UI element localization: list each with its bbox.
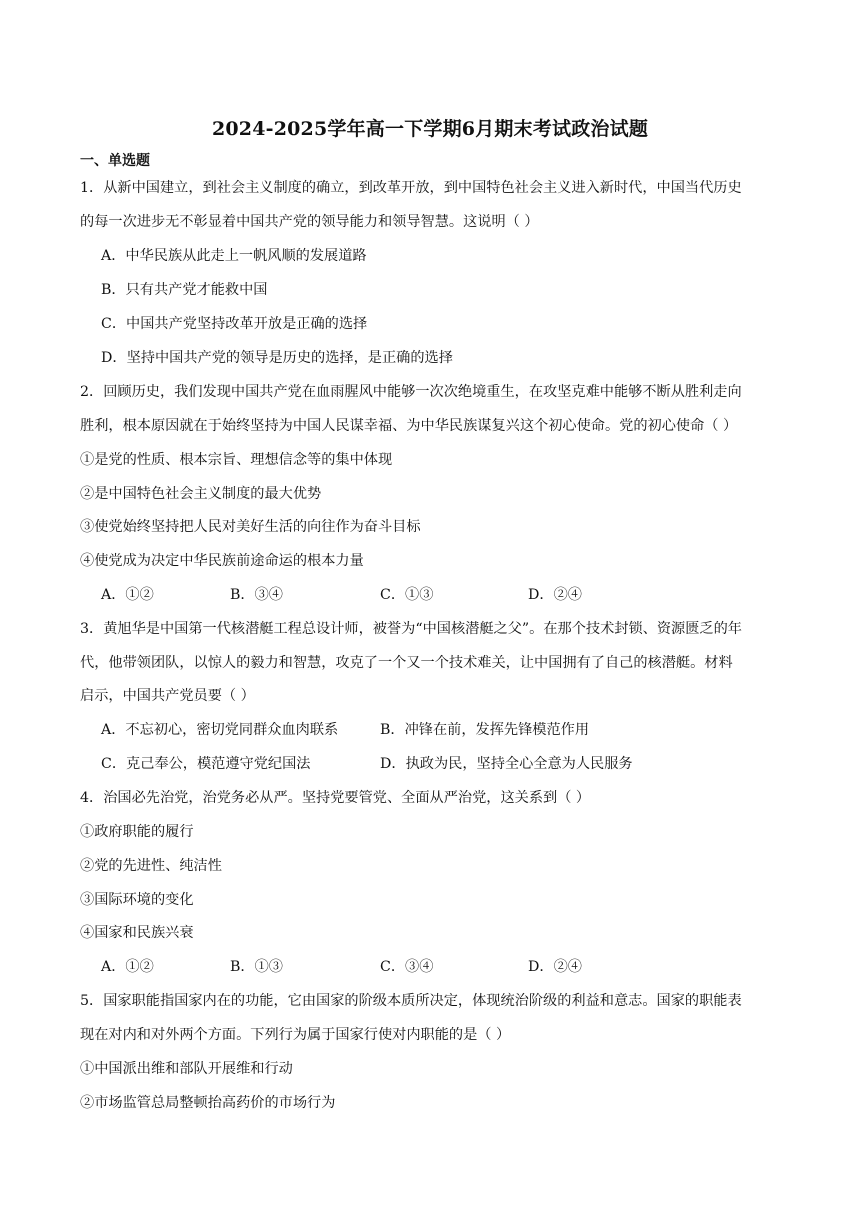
- q4-option-a: A．①②: [101, 959, 154, 975]
- q4-statement-3: ③国际环境的变化: [80, 892, 194, 908]
- q2-option-b: B．③④: [230, 587, 283, 603]
- q2-stem-line-1: 2．回顾历史，我们发现中国共产党在血雨腥风中能够一次次绝境重生，在攻坚克难中能够不断从胜利走向: [80, 384, 742, 400]
- q2-statement-4: ④使党成为决定中华民族前途命运的根本力量: [80, 553, 364, 569]
- q4-statement-1: ①政府职能的履行: [80, 824, 194, 840]
- q3-stem-line-3: 启示，中国共产党员要（ ）: [80, 688, 255, 704]
- q5-stem-line-1: 5．国家职能指国家内在的功能，它由国家的阶级本质所决定，体现统治阶级的利益和意志。国家的职能表: [80, 993, 742, 1009]
- q2-stem-line-2: 胜利，根本原因就在于始终坚持为中国人民谋幸福、为中华民族谋复兴这个初心使命。党的初心使命（ ）: [80, 418, 738, 434]
- q4-option-c: C．③④: [380, 959, 434, 975]
- q3-stem-line-1: 3．黄旭华是中国第一代核潜艇工程总设计师，被誉为“中国核潜艇之父”。在那个技术封锁、资源匮乏的年: [80, 621, 742, 637]
- q5-stem-line-2: 现在对内和对外两个方面。下列行为属于国家行使对内职能的是（ ）: [80, 1027, 511, 1043]
- q3-option-a: A．不忘初心，密切党同群众血肉联系: [101, 722, 339, 738]
- q4-option-b: B．①③: [230, 959, 283, 975]
- q3-option-b: B．冲锋在前，发挥先锋模范作用: [380, 722, 590, 738]
- q1-stem-line-1: 1．从新中国建立，到社会主义制度的确立，到改革开放，到中国特色社会主义进入新时代，中国当代历史: [80, 180, 742, 196]
- q2-option-a: A．①②: [101, 587, 154, 603]
- q1-stem-line-2: 的每一次进步无不彰显着中国共产党的领导能力和领导智慧。这说明（ ）: [80, 214, 539, 230]
- q3-stem-line-2: 代，他带领团队，以惊人的毅力和智慧，攻克了一个又一个技术难关，让中国拥有了自己的核潜艇。材料: [80, 655, 733, 671]
- page-title: 2024-2025学年高一下学期6月期末考试政治试题: [211, 118, 649, 140]
- section-heading: 一、单选题: [80, 153, 150, 169]
- q1-option-d: D．坚持中国共产党的领导是历史的选择，是正确的选择: [101, 350, 453, 366]
- q5-statement-2: ②市场监管总局整顿抬高药价的市场行为: [80, 1095, 336, 1111]
- q4-stem-line-1: 4．治国必先治党，治党务必从严。坚持党要管党、全面从严治党，这关系到（ ）: [80, 790, 591, 806]
- q4-option-d: D．②④: [528, 959, 582, 975]
- q4-statement-4: ④国家和民族兴衰: [80, 925, 194, 941]
- q2-statement-1: ①是党的性质、根本宗旨、理想信念等的集中体现: [80, 452, 393, 468]
- q1-option-c: C．中国共产党坚持改革开放是正确的选择: [101, 316, 368, 332]
- q2-option-d: D．②④: [528, 587, 582, 603]
- q5-statement-1: ①中国派出维和部队开展维和行动: [80, 1061, 293, 1077]
- q3-option-d: D．执政为民，坚持全心全意为人民服务: [380, 756, 633, 772]
- q1-option-b: B．只有共产党才能救中国: [101, 282, 268, 298]
- q2-statement-2: ②是中国特色社会主义制度的最大优势: [80, 486, 322, 502]
- q3-option-c: C．克己奉公，模范遵守党纪国法: [101, 756, 311, 772]
- q2-option-c: C．①③: [380, 587, 434, 603]
- q4-statement-2: ②党的先进性、纯洁性: [80, 858, 222, 874]
- q2-statement-3: ③使党始终坚持把人民对美好生活的向往作为奋斗目标: [80, 519, 421, 535]
- q1-option-a: A．中华民族从此走上一帆风顺的发展道路: [101, 248, 367, 264]
